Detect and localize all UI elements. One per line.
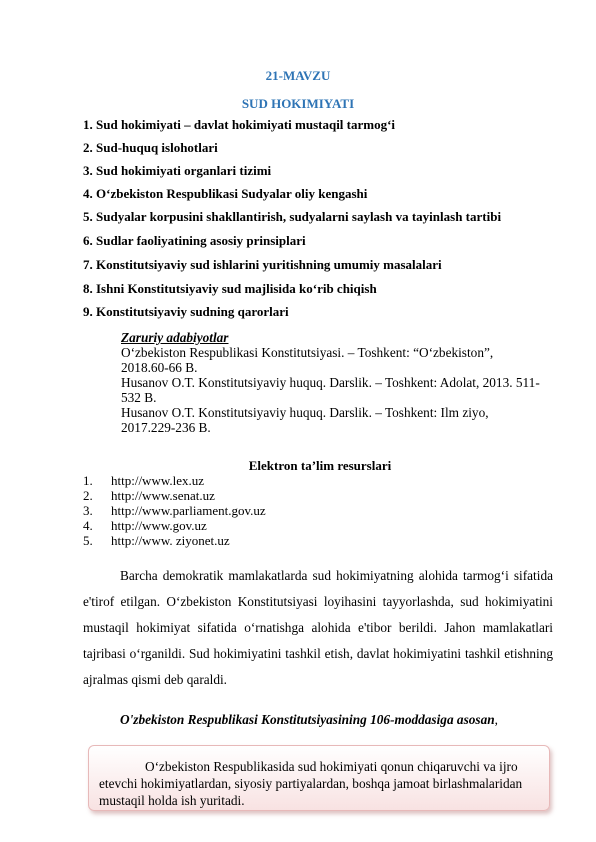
resource-number: 2. xyxy=(83,488,93,503)
topic-item: 5. Sudyalar korpusini shakllantirish, sudyalarni saylash va tayinlash tartibi xyxy=(83,209,502,224)
resource-number: 5. xyxy=(83,533,93,548)
article-reference xyxy=(120,712,498,728)
resource-item xyxy=(83,473,204,488)
resource-link[interactable]: http://www. ziyonet.uz xyxy=(111,533,230,548)
literature-section xyxy=(121,330,541,435)
resource-link[interactable]: http://www.senat.uz xyxy=(111,488,215,503)
topic-item: 1. Sud hokimiyati – davlat hokimiyati mustaqil tarmog‘i xyxy=(83,117,396,132)
topic-item: 6. Sudlar faoliyatining asosiy prinsiplari xyxy=(83,233,306,248)
topic-number: 21-MAVZU xyxy=(265,68,331,83)
resource-item xyxy=(83,533,230,548)
resource-item xyxy=(83,503,266,518)
resource-item xyxy=(83,488,215,503)
topic-item: 9. Konstitutsiyaviy sudning qarorlari xyxy=(83,304,289,319)
resources-title: Elektron ta’lim resurslari xyxy=(248,458,392,473)
constitution-quote-box: O‘zbekiston Respublikasida sud hokimiyati qonun chiqaruvchi va ijro etevchi hokimiyatlardan, siyosiy partiyalardan, boshqa jamoat birlashmalaridan mustaqil holda ish yuritadi. xyxy=(88,745,550,811)
article-reference-suffix: , xyxy=(494,712,498,727)
resource-number: 1. xyxy=(83,473,93,488)
resource-number: 4. xyxy=(83,518,93,533)
literature-title: Zaruriy adabiyotlar xyxy=(121,330,229,345)
topic-item: 3. Sud hokimiyati organlari tizimi xyxy=(83,163,272,178)
page-title: SUD HOKIMIYATI xyxy=(241,96,355,111)
literature-item: O‘zbekiston Respublikasi Konstitutsiyasi. – Toshkent: “O‘zbekiston”, 2018.60-66 B. xyxy=(121,345,494,375)
body-paragraph: Barcha demokratik mamlakatlarda sud hokimiyatning alohida tarmog‘i sifatida e'tirof etilgan. O‘zbekiston Konstitutsiyasi loyihasini tayyorlashda, sud hokimiyatini mustaqil hokimiyat sifatida o‘rnatishga alohida e'tibor berildi. Jahon mamlakatlari tajribasi o‘rganildi. Sud hokimiyatini tashkil etish, davlat hokimiyatini tashkil etishning ajralmas qismi deb qaraldi. xyxy=(83,568,553,687)
literature-item: Husanov O.T. Konstitutsiyaviy huquq. Darslik. – Toshkent: Ilm ziyo, 2017.229-236 B. xyxy=(121,405,489,435)
topic-item: 2. Sud-huquq islohotlari xyxy=(83,140,218,155)
topic-item: 4. O‘zbekiston Respublikasi Sudyalar oliy kengashi xyxy=(83,186,368,201)
resource-link[interactable]: http://www.lex.uz xyxy=(111,473,205,488)
topic-item: 7. Konstitutsiyaviy sud ishlarini yuritishning umumiy masalalari xyxy=(83,257,442,272)
resource-link[interactable]: http://www.gov.uz xyxy=(111,518,207,533)
topic-item: 8. Ishni Konstitutsiyaviy sud majlisida ko‘rib chiqish xyxy=(83,281,377,296)
resource-link[interactable]: http://www.parliament.gov.uz xyxy=(111,503,266,518)
resource-item xyxy=(83,518,207,533)
resource-number: 3. xyxy=(83,503,93,518)
article-reference-text: O'zbekiston Respublikasi Konstitutsiyasining 106-moddasiga asosan xyxy=(120,712,495,727)
literature-item: Husanov O.T. Konstitutsiyaviy huquq. Darslik. – Toshkent: Adolat, 2013. 511-532 B. xyxy=(121,375,540,405)
